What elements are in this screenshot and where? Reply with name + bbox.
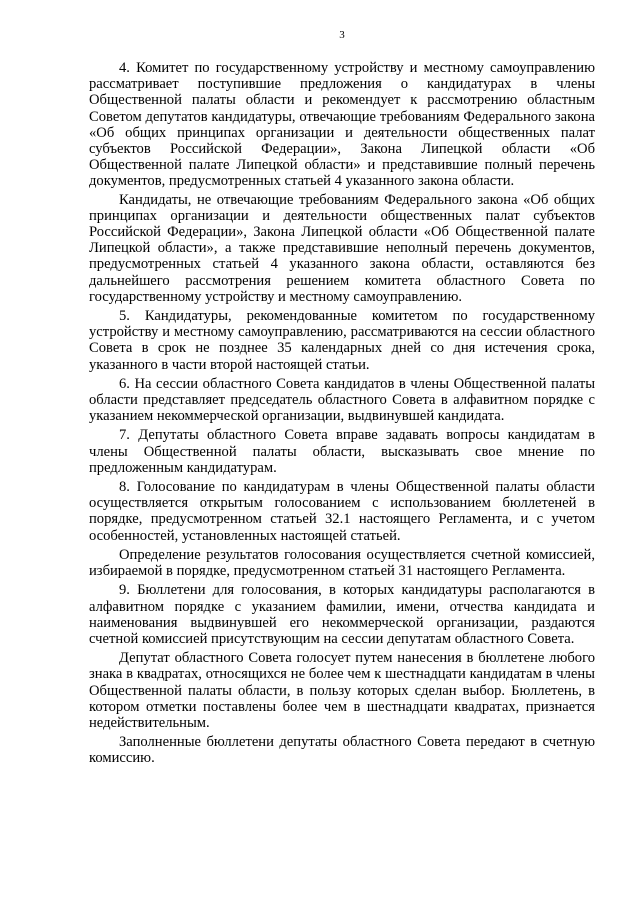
paragraph-5-session-review: 5. Кандидатуры, рекомендованные комитетом по государственному устройству и местному самоуправлению, рассматриваются на сессии областного Совета в срок не позднее 35 календарных дней со дня истечения срока, указанного в части второй настоящей статьи.: [89, 308, 595, 373]
paragraph-8-voting: 8. Голосование по кандидатурам в члены Общественной палаты области осуществляется открытым голосованием с использованием бюллетеней в порядке, предусмотренном статьей 32.1 настоящего Регламента, и с учетом особенностей, установленных настоящей статьей.: [89, 479, 595, 544]
paragraph-4-committee-review: 4. Комитет по государственному устройству и местному самоуправлению рассматривает поступившие предложения о кандидатурах в члены Общественной палаты области и рекомендует к рассмотрению областным Советом депутатов кандидатуры, отвечающие требованиям Федерального закона «Об общих принципах организации и деятельности общественных палат субъектов Российской Федерации», Закона Липецкой области «Об Общественной палате Липецкой области» и представившие полный перечень документов, предусмотренных статьей 4 указанного закона области.: [89, 60, 595, 190]
paragraph-6-presentation: 6. На сессии областного Совета кандидатов в члены Общественной палаты области представляет председатель областного Совета в алфавитном порядке с указанием некоммерческой организации, выдвинувшей кандидата.: [89, 375, 595, 425]
paragraph-9-ballots: 9. Бюллетени для голосования, в которых кандидатуры располагаются в алфавитном порядке с указанием фамилии, имени, отчества кандидата и наименования выдвинувшей его некоммерческой организации, раздаются счетной комиссией присутствующим на сессии депутатам областного Совета.: [89, 582, 595, 647]
paragraph-7-questions: 7. Депутаты областного Совета вправе задавать вопросы кандидатам в члены Общественной палаты области, высказывать свое мнение по предложенным кандидатурам.: [89, 427, 595, 476]
paragraph-counting-commission: Определение результатов голосования осуществляется счетной комиссией, избираемой в порядке, предусмотренном статьей 31 настоящего Регламента.: [89, 546, 595, 580]
page-number: 3: [339, 29, 345, 41]
document-page: [89, 28, 595, 767]
paragraph-ballot-marking: Депутат областного Совета голосует путем нанесения в бюллетене любого знака в квадратах, относящихся не более чем к шестнадцати кандидатам в члены Общественной палаты области, в пользу которых сделан выбор. Бюллетень, в котором отметки поставлены более чем в шестнадцати квадратах, признается недействительным.: [89, 650, 595, 731]
paragraph-rejected-candidates: Кандидаты, не отвечающие требованиям Федерального закона «Об общих принципах организации и деятельности общественных палат субъектов Российской Федерации», Закона Липецкой области «Об Общественной палате Липецкой области», а также представившие неполный перечень документов, предусмотренных статьей 4 указанного закона области, оставляются без дальнейшего рассмотрения решением комитета областного Совета по государственному устройству и местному самоуправлению.: [89, 191, 595, 305]
paragraph-ballot-submission: Заполненные бюллетени депутаты областного Совета передают в счетную комиссию.: [89, 734, 595, 767]
